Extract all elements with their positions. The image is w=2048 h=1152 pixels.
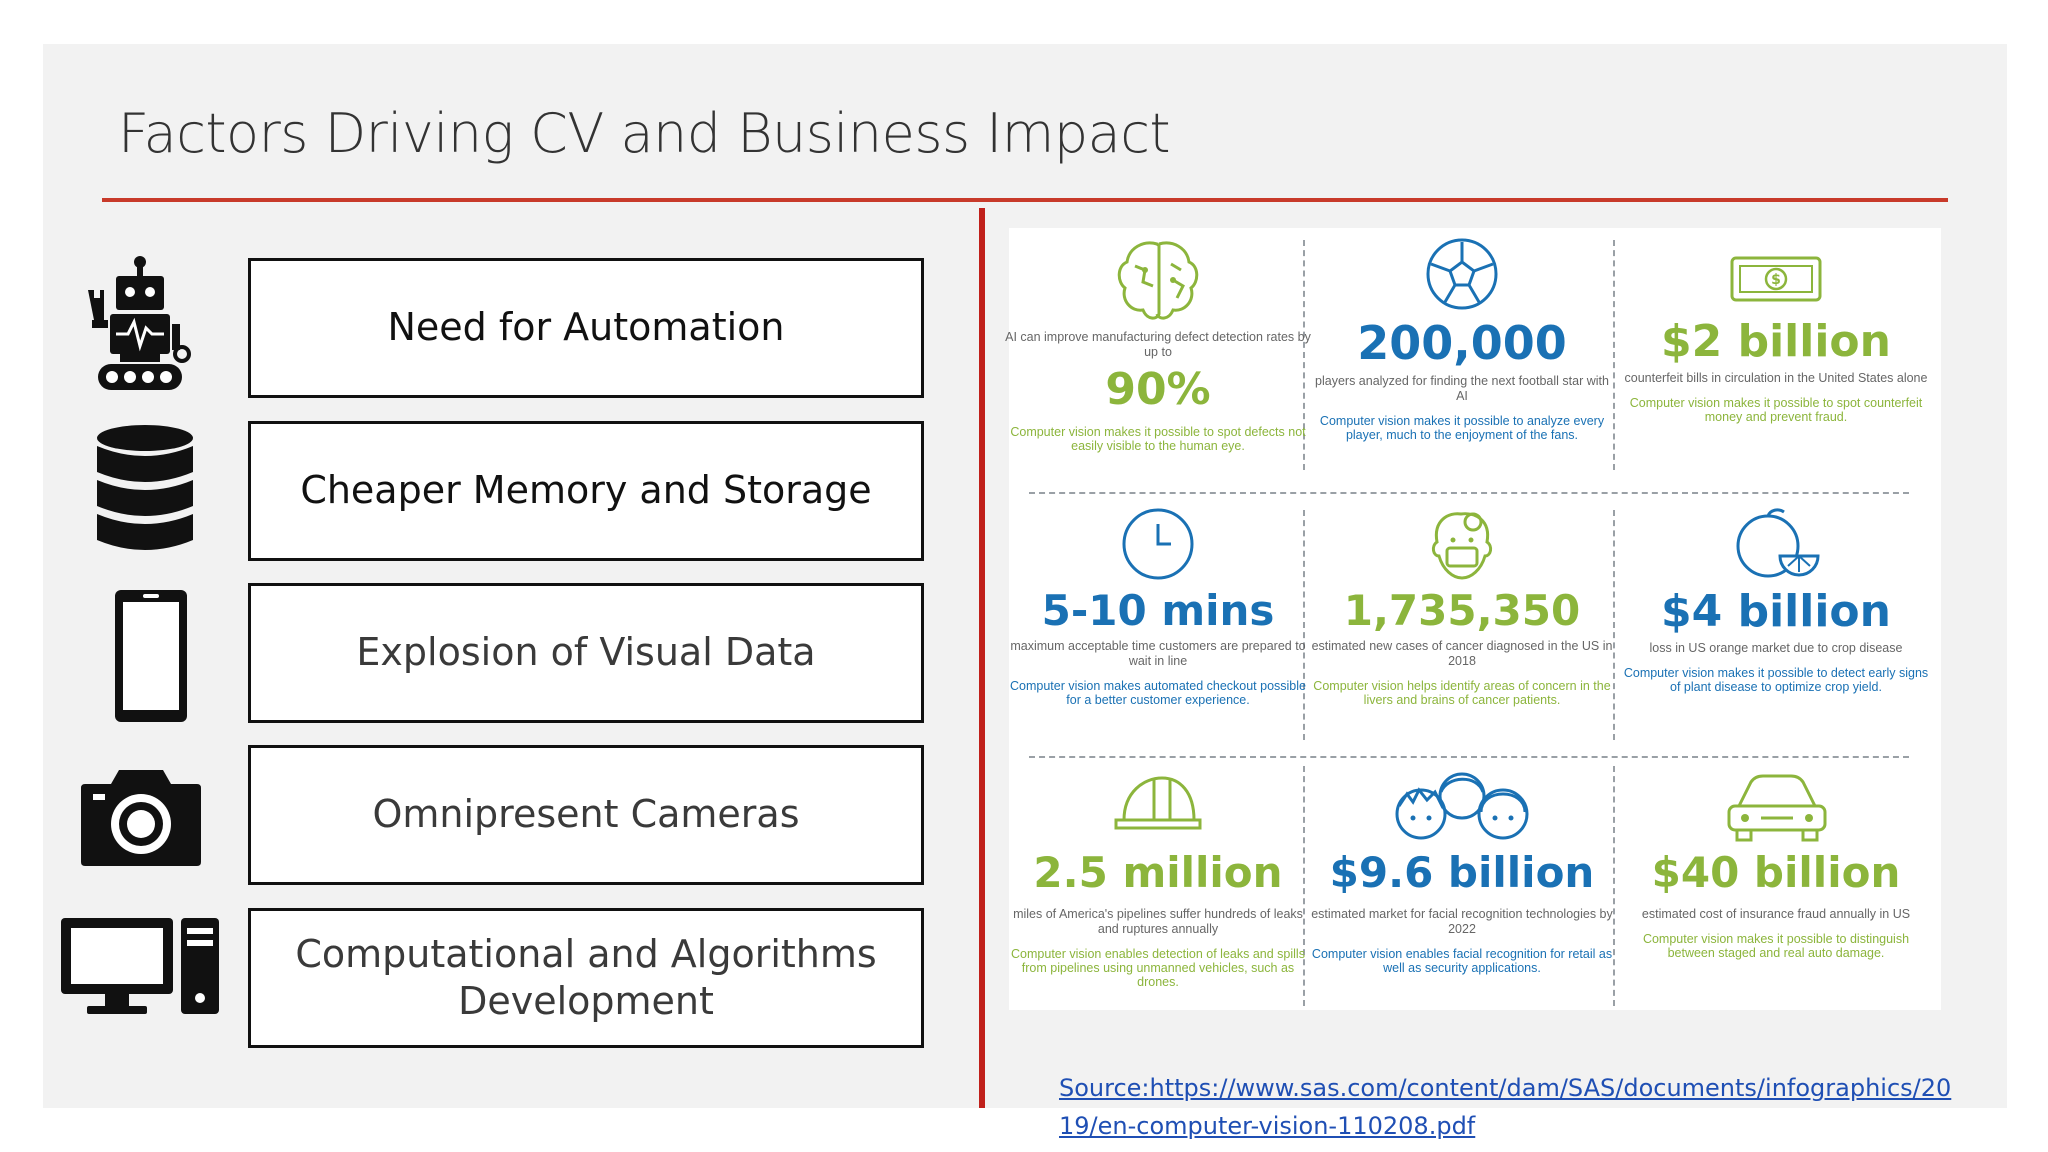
stat-value: 90% — [1105, 364, 1211, 415]
stat-cell — [1309, 506, 1615, 707]
stat-cell — [1005, 768, 1311, 989]
stat-cell — [1623, 236, 1929, 424]
slide-title: Factors Driving CV and Business Impact — [118, 102, 1171, 165]
stat-value: $9.6 billion — [1329, 848, 1595, 897]
factor-label: Explosion of Visual Data — [356, 630, 816, 675]
faces-icon — [1377, 768, 1547, 844]
stat-blurb: Computer vision makes it possible to detect early signs of plant disease to optimize crop yield. — [1623, 666, 1929, 694]
svg-text:$: $ — [1771, 272, 1781, 288]
source-link[interactable]: Source:https://www.sas.com/content/dam/SAS/documents/infographics/2019/en-computer-vision-110208.pdf — [1059, 1074, 1952, 1140]
banknote-icon — [1726, 236, 1826, 312]
factor-label: Cheaper Memory and Storage — [300, 468, 872, 513]
smartphone-icon — [113, 588, 189, 724]
stat-value: $40 billion — [1651, 848, 1901, 897]
orange-icon — [1728, 506, 1824, 582]
stat-caption: AI can improve manufacturing defect detection rates by up to — [1005, 330, 1311, 359]
stat-blurb: Computer vision makes it possible to distinguish between staged and real auto damage. — [1642, 932, 1910, 960]
soccer-ball-icon — [1419, 236, 1505, 312]
stat-cell — [1623, 506, 1929, 694]
stat-value: 5-10 mins — [1041, 586, 1275, 635]
stat-caption: players analyzed for finding the next football star with AI — [1315, 374, 1609, 403]
factor-box-cameras — [248, 745, 924, 885]
stat-value: 1,735,350 — [1343, 586, 1581, 635]
robot-icon — [82, 254, 194, 394]
database-icon — [95, 424, 195, 556]
stat-blurb: Computer vision helps identify areas of concern in the livers and brains of cancer patients. — [1313, 679, 1611, 707]
stat-blurb: Computer vision enables detection of leaks and spills from pipelines using unmanned vehicles, such as drones. — [1011, 947, 1305, 989]
stat-blurb: Computer vision enables facial recognition for retail as well as security applications. — [1311, 947, 1613, 975]
title-underline — [102, 198, 1948, 202]
stat-caption: loss in US orange market due to crop disease — [1649, 641, 1903, 655]
stat-caption: estimated new cases of cancer diagnosed in the US in 2018 — [1311, 639, 1613, 668]
factor-box-visual-data — [248, 583, 924, 723]
infographic — [1005, 228, 1941, 1010]
stat-blurb: Computer vision makes it possible to analyze every player, much to the enjoyment of the fans. — [1319, 414, 1605, 442]
stat-cell — [1309, 236, 1615, 442]
factor-box-memory-storage — [248, 421, 924, 561]
camera-icon — [79, 764, 203, 868]
stat-cell — [1005, 236, 1311, 453]
stat-caption: counterfeit bills in circulation in the United States alone — [1624, 371, 1928, 385]
clock-icon — [1115, 506, 1201, 582]
stat-blurb: Computer vision makes it possible to spot counterfeit money and prevent fraud. — [1629, 396, 1923, 424]
stat-value: 2.5 million — [1033, 848, 1283, 897]
stat-value: $2 billion — [1661, 316, 1891, 367]
vertical-divider — [979, 208, 985, 1108]
brain-icon — [1113, 236, 1203, 326]
grid-divider — [1029, 492, 1909, 494]
stat-caption: maximum acceptable time customers are prepared to wait in line — [1010, 639, 1306, 668]
stat-value: $4 billion — [1661, 586, 1891, 637]
grid-divider — [1029, 756, 1909, 758]
hard-hat-icon — [1110, 768, 1206, 844]
stat-caption: miles of America's pipelines suffer hundreds of leaks and ruptures annually — [1013, 907, 1303, 936]
stat-caption: estimated market for facial recognition technologies by 2022 — [1311, 907, 1613, 936]
desktop-computer-icon — [59, 914, 221, 1016]
factor-label: Computational and Algorithms Development — [295, 931, 877, 1023]
factor-box-automation — [248, 258, 924, 398]
factor-label: Need for Automation — [387, 305, 785, 350]
stat-value: 200,000 — [1357, 316, 1567, 370]
stat-blurb: Computer vision makes it possible to spot defects not easily visible to the human eye. — [1010, 425, 1306, 453]
slide — [43, 44, 2007, 1140]
patient-icon — [1419, 506, 1505, 582]
stat-cell — [1623, 768, 1929, 960]
stat-caption: estimated cost of insurance fraud annually in US — [1641, 907, 1911, 921]
stat-cell — [1005, 506, 1311, 707]
stat-cell — [1309, 768, 1615, 975]
car-icon — [1721, 768, 1831, 844]
factor-box-algorithms — [248, 908, 924, 1048]
factor-label: Omnipresent Cameras — [372, 792, 800, 837]
stat-blurb: Computer vision makes automated checkout possible for a better customer experience. — [1010, 679, 1306, 707]
